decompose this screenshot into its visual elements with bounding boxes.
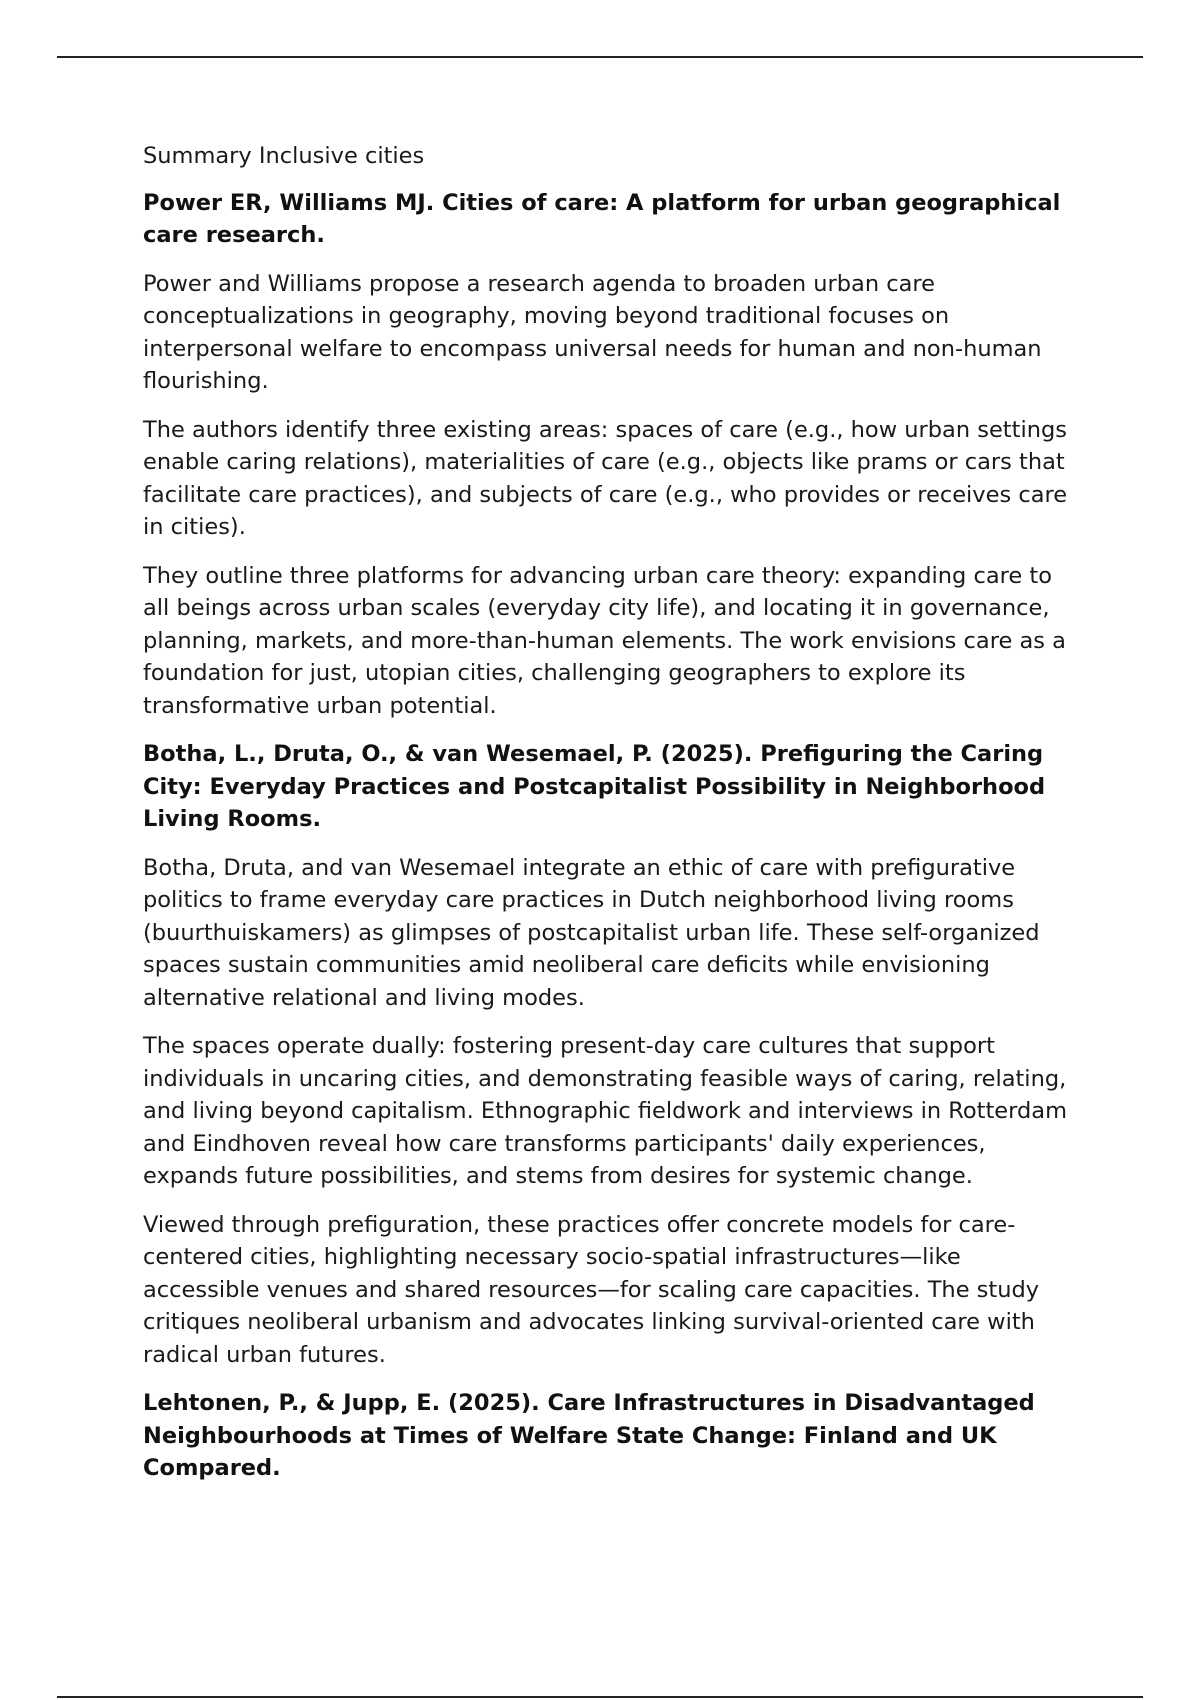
- page-bottom-rule: [57, 1696, 1143, 1698]
- entry-botha-druta-van-wesemael: [143, 738, 1073, 1371]
- summary-paragraph: The spaces operate dually: fostering present-day care cultures that support individuals in uncaring cities, and demonstrating feasible ways of caring, relating, and living beyond capitalism. Ethnographic fieldwork and interviews in Rotterdam and Eindhoven reveal how care transforms participants' daily experiences, expands future possibilities, and stems from desires for systemic change.: [143, 1033, 1067, 1189]
- reference-heading: Power ER, Williams MJ. Cities of care: A platform for urban geographical care research.: [143, 189, 1061, 248]
- entry-power-williams: [143, 187, 1073, 723]
- entry-lehtonen-jupp: [143, 1387, 1073, 1485]
- section-title: Summary Inclusive cities: [143, 143, 425, 169]
- summary-paragraph: Viewed through prefiguration, these practices offer concrete models for care-centered cities, highlighting necessary socio-spatial infrastructures—like accessible venues and shared resources—for scaling care capacities. The study critiques neoliberal urbanism and advocates linking survival-oriented care with radical urban futures.: [143, 1211, 1040, 1368]
- summary-paragraph: Power and Williams propose a research agenda to broaden urban care conceptualizations in geography, moving beyond traditional focuses on interpersonal welfare to encompass universal needs for human and non-human flourishing.: [143, 270, 1042, 394]
- document-body: [143, 140, 1073, 1501]
- reference-heading: Lehtonen, P., & Jupp, E. (2025). Care Infrastructures in Disadvantaged Neighbourhoods at Times of Welfare State Change: Finland and UK Compared.: [143, 1390, 1035, 1481]
- reference-heading: Botha, L., Druta, O., & van Wesemael, P. (2025). Prefiguring the Caring City: Everyday Practices and Postcapitalist Possibility in Neighborhood Living Rooms.: [143, 741, 1046, 832]
- summary-paragraph: The authors identify three existing areas: spaces of care (e.g., how urban settings enable caring relations), materialities of care (e.g., objects like prams or cars that facilitate care practices), and subjects of care (e.g., who provides or receives care in cities).: [143, 416, 1068, 540]
- summary-paragraph: Botha, Druta, and van Wesemael integrate an ethic of care with prefigurative politics to frame everyday care practices in Dutch neighborhood living rooms (buurthuiskamers) as glimpses of postcapitalist urban life. These self-organized spaces sustain communities amid neoliberal care deficits while envisioning alternative relational and living modes.: [143, 854, 1040, 1011]
- page-top-rule: [57, 56, 1143, 58]
- summary-paragraph: They outline three platforms for advancing urban care theory: expanding care to all beings across urban scales (everyday city life), and locating it in governance, planning, markets, and more-than-human elements. The work envisions care as a foundation for just, utopian cities, challenging geographers to explore its transformative urban potential.: [143, 562, 1066, 719]
